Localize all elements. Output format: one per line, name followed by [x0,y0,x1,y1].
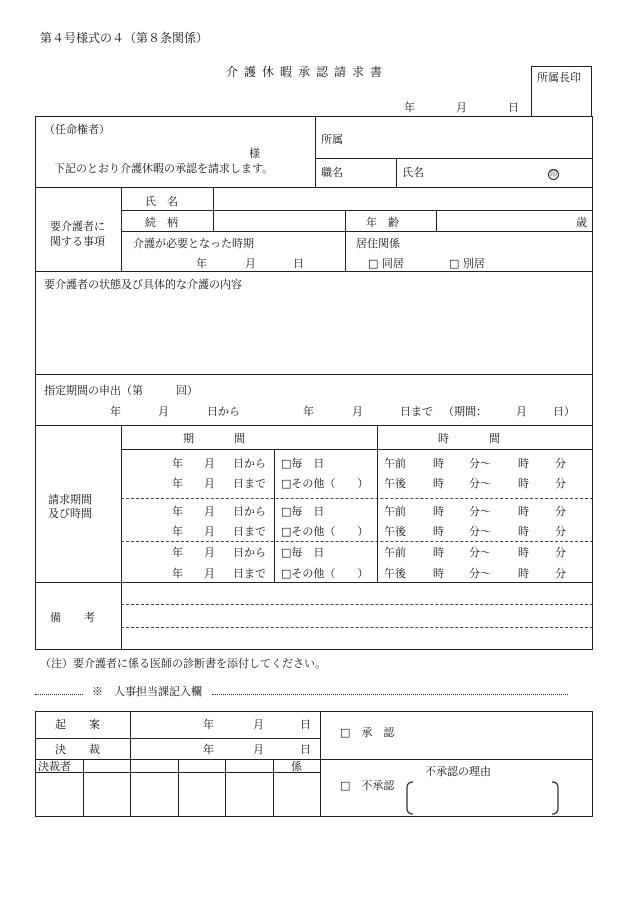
needed-since-label: 介護が必要となった時期 [133,237,254,250]
affiliation-label: 所属 [321,133,343,146]
position-label: 職名 [321,166,343,179]
residence-separate-checkbox[interactable]: □ 別居 [449,257,485,270]
approve-checkbox[interactable]: □ 承 認 [340,726,395,739]
residence-label: 居住関係 [356,237,400,250]
date-day: 日 [508,101,519,114]
sama-label: 様 [249,147,260,160]
age-unit: 歳 [576,216,587,229]
request-statement: 下記のとおり介護休暇の承認を請求します。 [54,162,274,175]
hr-section-label: ※ 人事担当課記入欄 [92,685,202,698]
relation-label: 続 柄 [145,216,178,229]
request-label-2: 及び時間 [48,507,92,520]
decided-label: 決 裁 [55,743,106,756]
daily-checkbox[interactable]: □毎 日 [281,457,325,470]
date-month: 月 [456,101,467,114]
form-title: 介護休暇承認請求書 [226,65,389,79]
care-section-label-1: 要介護者に [50,220,105,233]
recipient-name-label: 氏 名 [145,195,178,208]
seal-icon: 印 [550,170,557,178]
reject-reason-label: 不承認の理由 [425,765,491,778]
time-header: 時 間 [438,432,506,445]
name-label: 氏名 [402,166,424,179]
approver-label: 決裁者 [38,760,71,773]
age-label: 年 齢 [366,216,399,229]
request-label-1: 請求期間 [48,493,92,506]
condition-label: 要介護者の状態及び具体的な介護の内容 [44,278,242,291]
period-header: 期 間 [183,432,251,445]
reject-reason-bracket[interactable] [405,780,560,816]
note: （注）要介護者に係る医師の診断書を添付してください。 [40,657,326,670]
designated-period-label: 指定期間の申出（第 回） [44,384,198,397]
daily-checkbox[interactable]: □毎 日 [281,505,325,518]
appointer-label: （任命権者） [44,123,110,136]
other-checkbox[interactable]: □その他（ ） [281,567,369,580]
remarks-label: 備 考 [50,611,101,624]
form-code: 第４号様式の４（第８条関係） [40,31,209,45]
clerk-label: 係 [291,760,302,773]
other-checkbox[interactable]: □その他（ ） [281,477,369,490]
date-year: 年 [404,101,415,114]
reject-checkbox[interactable]: □ 不承認 [340,779,395,792]
chief-seal-label: 所属長印 [537,71,581,84]
other-checkbox[interactable]: □その他（ ） [281,525,369,538]
daily-checkbox[interactable]: □毎 日 [281,546,325,559]
drafted-label: 起 案 [55,718,106,731]
care-section-label-2: 関する事項 [50,235,105,248]
residence-together-checkbox[interactable]: □ 同居 [368,257,404,270]
